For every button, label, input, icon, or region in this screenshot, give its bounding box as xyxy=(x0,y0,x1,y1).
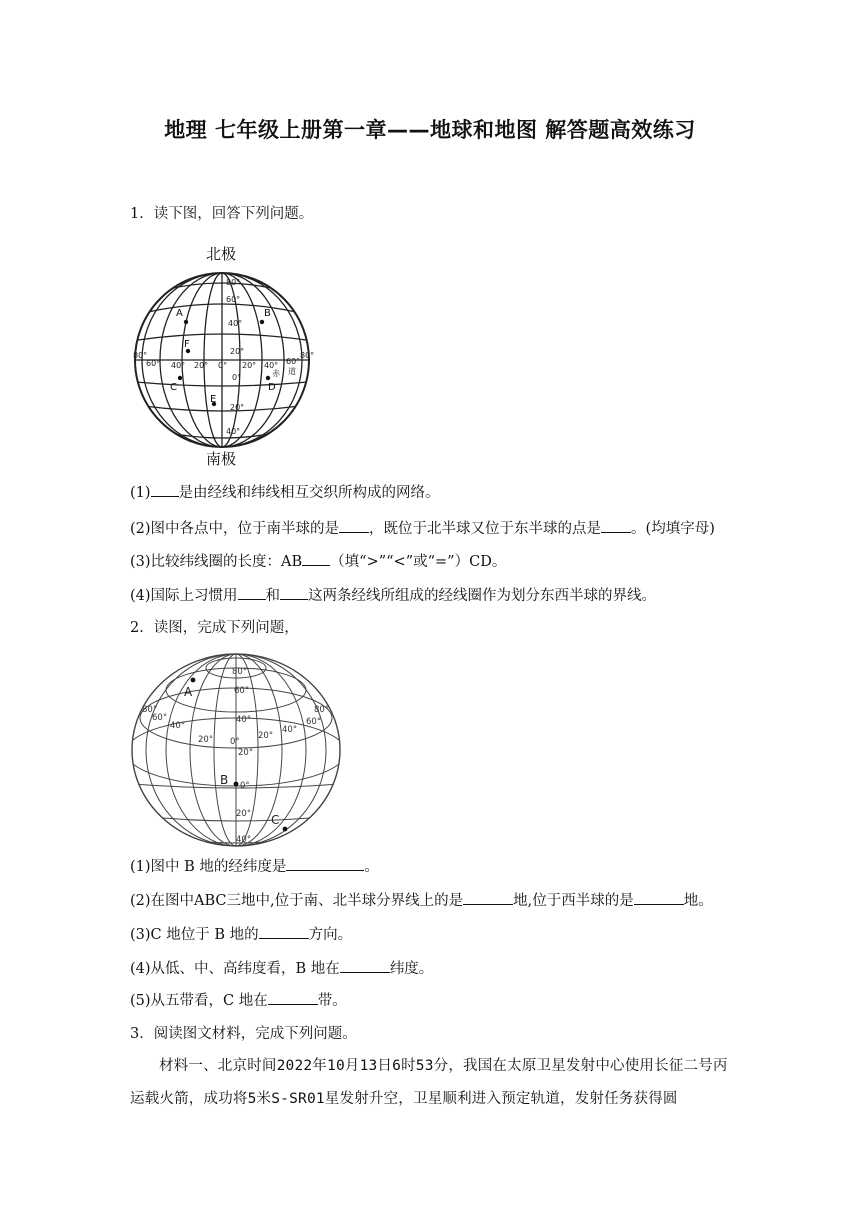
q1-stem: 1．读下图，回答下列问题。 xyxy=(130,206,314,222)
q2-lon-0: 0° xyxy=(230,737,240,747)
q1-lat-0: 0° xyxy=(232,373,242,382)
q2-sub2: (2)在图中ABC三地中,位于南、北半球分界线上的是 地,位于西半球的是 地。 xyxy=(130,890,713,911)
q1-sub4-blank-2[interactable] xyxy=(280,585,308,600)
q2-stem: 2．读图，完成下列问题， xyxy=(130,620,299,636)
q1-lat-60: 60° xyxy=(226,295,241,304)
q1-south-pole-label: 南极 xyxy=(206,450,237,468)
q1-point-b: B xyxy=(264,308,271,319)
q1-sub1-blank[interactable] xyxy=(151,482,179,497)
q2-sub3-blank[interactable] xyxy=(259,924,309,939)
q2-sub3: (3)C 地位于 B 地的 方向。 xyxy=(130,924,352,945)
q1-lon-l60: 60° xyxy=(146,359,161,368)
q2-lon-l60: 60° xyxy=(152,713,168,723)
q2-sub4-blank[interactable] xyxy=(340,958,390,973)
q1-sub3: (3)比较纬线圈的长度：AB （填“>”“<”或“=”）CD。 xyxy=(130,551,506,572)
q2-lon-l80: 80° xyxy=(142,705,158,715)
q2-sub1: (1)图中 B 地的经纬度是 。 xyxy=(130,856,379,877)
q1-sub3-blank[interactable] xyxy=(302,551,330,566)
q2-point-b: B xyxy=(220,773,229,787)
q1-globe-figure xyxy=(128,240,318,468)
q1-lat-40: 40° xyxy=(228,319,243,328)
q2-sub1-blank[interactable] xyxy=(286,856,364,871)
q1-lon-l40: 40° xyxy=(171,361,186,370)
q1-lon-r60: 60° xyxy=(286,357,301,366)
q1-sub4-blank-1[interactable] xyxy=(238,585,266,600)
q2-lon-r20: 20° xyxy=(258,731,274,741)
q1-lon-0: 0° xyxy=(218,361,228,370)
q2-sub2-blank-2[interactable] xyxy=(634,890,684,905)
q2-lon-r40: 40° xyxy=(282,725,298,735)
q1-point-f: F xyxy=(184,339,190,350)
q2-lon-l40: 40° xyxy=(170,721,186,731)
q2-lat-60: 60° xyxy=(234,686,250,696)
q1-north-pole-label: 北极 xyxy=(206,245,237,263)
q1-lon-l80: 80° xyxy=(133,351,148,360)
q1-sub4: (4)国际上习惯用 和 这两条经线所组成的经线圈作为划分东西半球的界线。 xyxy=(130,585,656,606)
q1-lon-r40: 40° xyxy=(264,361,279,370)
q1-lat-20s: 20° xyxy=(230,403,245,412)
q2-lon-r60: 60° xyxy=(306,717,322,727)
q1-point-d: D xyxy=(268,382,276,393)
q3-material-one: 材料一、北京时间2022年10月13日6时53分，我国在太原卫星发射中心使用长征二号丙运载火箭，成功将5米S-SR01星发射升空，卫星顺利进入预定轨道，发射任务获得圆 xyxy=(130,1058,728,1107)
q2-lat-80: 80° xyxy=(232,667,248,677)
q1-lat-20: 20° xyxy=(230,347,245,356)
q1-lon-r20: 20° xyxy=(242,361,257,370)
q3-stem: 3．阅读图文材料，完成下列问题。 xyxy=(130,1026,357,1042)
q2-lat-20s: 20° xyxy=(236,809,252,819)
q2-sub5-blank[interactable] xyxy=(268,990,318,1005)
q1-equator-label-2: 道 xyxy=(288,367,296,376)
q1-equator-label-1: 赤 xyxy=(272,369,280,378)
q1-lon-r80: 80° xyxy=(300,351,315,360)
q1-sub2: (2)图中各点中，位于南半球的是 ，既位于北半球又位于东半球的点是 。(均填字母) xyxy=(130,518,715,539)
q1-sub2-blank-2[interactable] xyxy=(601,518,631,533)
q2-lon-l20: 20° xyxy=(198,735,214,745)
q2-sub2-blank-1[interactable] xyxy=(463,890,513,905)
q1-sub1: (1) 是由经线和纬线相互交织所构成的网络。 xyxy=(130,482,440,503)
q2-lat-40s: 40° xyxy=(236,835,252,845)
q2-sub5: (5)从五带看，C 地在 带。 xyxy=(130,990,347,1011)
q2-point-c: C xyxy=(271,813,280,827)
q2-lat-40: 40° xyxy=(236,715,252,725)
q1-point-a: A xyxy=(176,308,183,319)
q1-lon-l20: 20° xyxy=(194,361,209,370)
q1-lat-40s: 40° xyxy=(226,427,241,436)
q2-lon-r80: 80° xyxy=(314,705,330,715)
page-title: 地理 七年级上册第一章——地球和地图 解答题高效练习 xyxy=(164,118,696,142)
q2-point-a: A xyxy=(184,685,193,699)
q2-lat-20: 20° xyxy=(238,748,254,758)
q1-sub2-blank-1[interactable] xyxy=(339,518,369,533)
q1-lat-80: 80° xyxy=(226,278,241,287)
q1-point-e: E xyxy=(210,394,217,405)
q2-globe-figure xyxy=(128,652,344,852)
q1-point-c: C xyxy=(170,382,177,393)
q2-lat-0: 0° xyxy=(240,781,250,791)
q2-sub4: (4)从低、中、高纬度看，B 地在 纬度。 xyxy=(130,958,433,979)
